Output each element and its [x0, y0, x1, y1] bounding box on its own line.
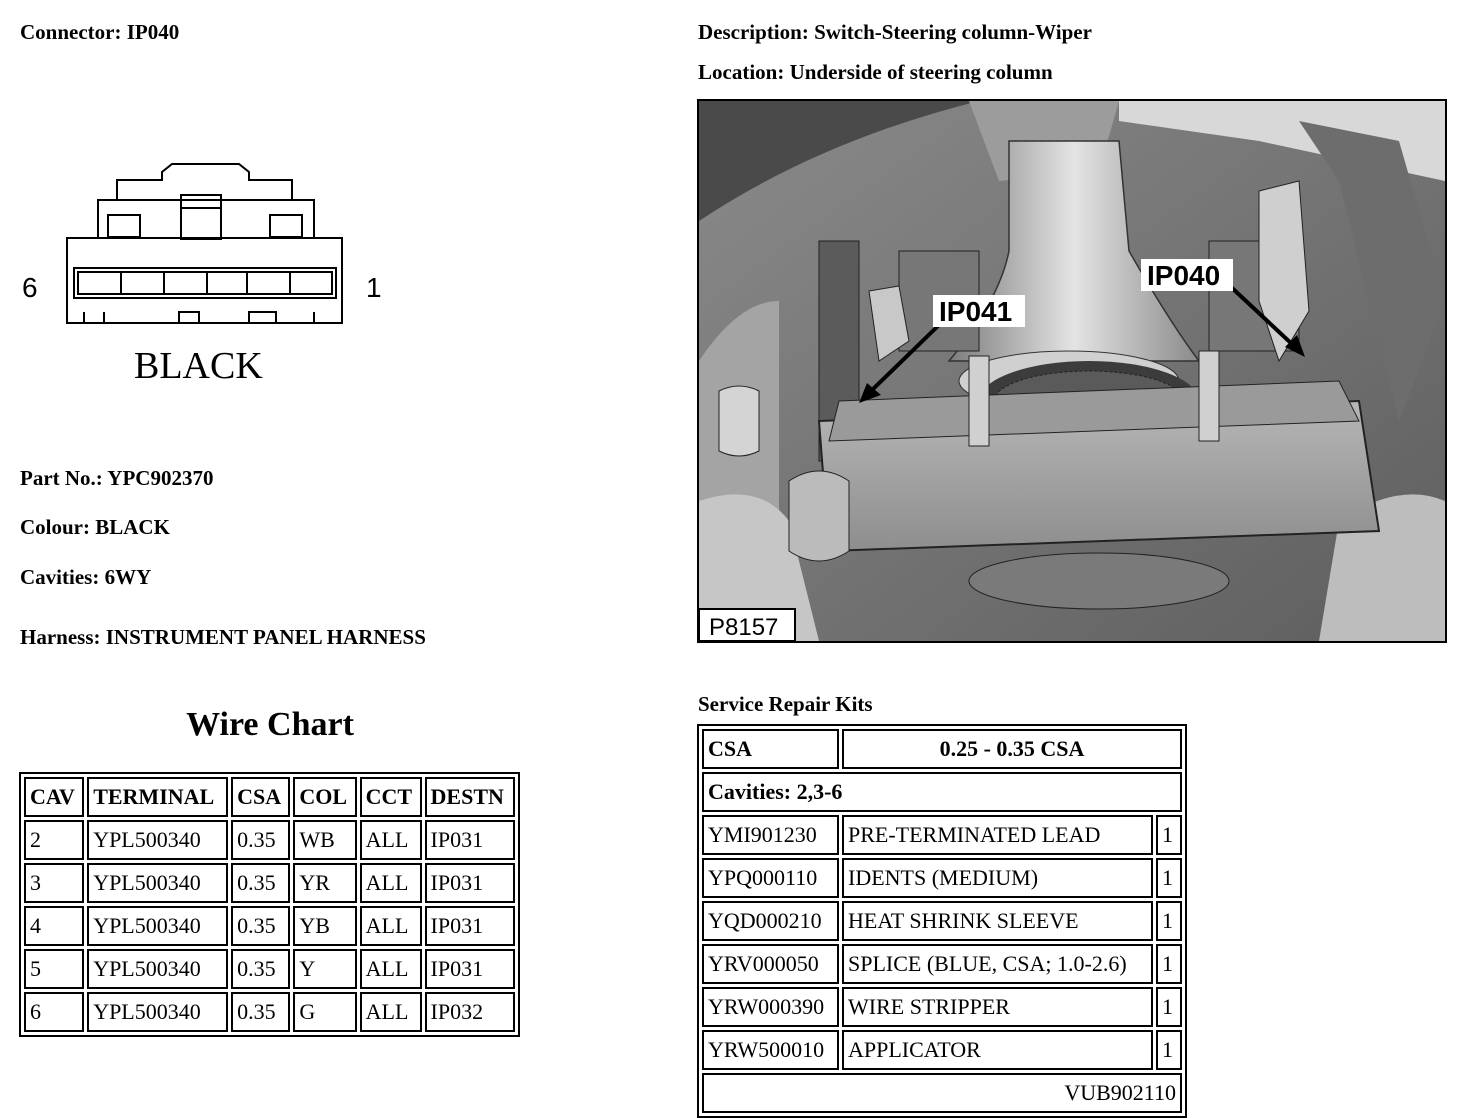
connector-colour-text: BLACK — [134, 345, 263, 387]
connector-face-drawing — [14, 160, 394, 390]
wire-chart-cell: WB — [293, 820, 356, 860]
kit-part-number: YQD000210 — [702, 901, 839, 941]
colour-value: BLACK — [95, 515, 170, 539]
wire-chart-cell: ALL — [360, 992, 422, 1032]
kit-description: IDENTS (MEDIUM) — [842, 858, 1153, 898]
header-cell: CCT — [360, 777, 422, 817]
repair-kit-item — [702, 901, 1182, 941]
wire-chart-cell: YPL500340 — [87, 820, 228, 860]
wire-chart-cell: IP031 — [425, 906, 515, 946]
location-photo — [697, 99, 1447, 643]
wire-chart-cell: 0.35 — [231, 906, 290, 946]
kit-quantity: 1 — [1156, 901, 1182, 941]
wire-chart-cell: 2 — [24, 820, 84, 860]
repair-kit-item — [702, 815, 1182, 855]
wire-chart-row — [24, 992, 515, 1032]
wire-chart-cell: Y — [293, 949, 356, 989]
wire-chart-cell: 3 — [24, 863, 84, 903]
location-label — [698, 60, 1053, 85]
kit-description: HEAT SHRINK SLEEVE — [842, 901, 1153, 941]
wire-chart-cell: 0.35 — [231, 820, 290, 860]
repair-kit-item — [702, 858, 1182, 898]
cavities-value: 6WY — [104, 565, 152, 589]
connector-key: Connector: — [20, 20, 122, 44]
steering-column-illustration — [699, 101, 1445, 641]
wire-chart-cell: IP031 — [425, 949, 515, 989]
kit-description: WIRE STRIPPER — [842, 987, 1153, 1027]
description-key: Description: — [698, 20, 809, 44]
wire-chart-cell: YPL500340 — [87, 949, 228, 989]
repair-kits-title: Service Repair Kits — [698, 692, 873, 716]
callout-ip040: IP040 — [1147, 260, 1221, 291]
kit-part-number: YPQ000110 — [702, 858, 839, 898]
repair-kit-item — [702, 944, 1182, 984]
harness-key: Harness: — [20, 625, 101, 649]
wire-chart-cell: ALL — [360, 949, 422, 989]
wire-chart-row — [24, 949, 515, 989]
wire-chart-cell: 0.35 — [231, 992, 290, 1032]
wire-chart-row — [24, 906, 515, 946]
wire-chart-cell: YB — [293, 906, 356, 946]
header-cell: COL — [293, 777, 356, 817]
kit-part-number: YRW500010 — [702, 1030, 839, 1070]
pin-right-label: 1 — [366, 272, 382, 303]
kit-number: VUB902110 — [702, 1073, 1182, 1113]
kit-number-row — [702, 1073, 1182, 1113]
figure-id: P8157 — [709, 614, 779, 641]
colour — [20, 515, 170, 540]
kit-quantity: 1 — [1156, 815, 1182, 855]
kit-cavities: Cavities: 2,3-6 — [702, 772, 1182, 812]
wire-chart-row — [24, 863, 515, 903]
kit-part-number: YMI901230 — [702, 815, 839, 855]
description-label — [698, 20, 1092, 45]
pin-left-label: 6 — [22, 272, 38, 303]
kit-description: SPLICE (BLUE, CSA; 1.0-2.6) — [842, 944, 1153, 984]
wire-chart-cell: IP031 — [425, 863, 515, 903]
wire-chart-cell: YR — [293, 863, 356, 903]
harness-value: INSTRUMENT PANEL HARNESS — [105, 625, 426, 649]
repair-kit-item — [702, 987, 1182, 1027]
repair-kits-table — [697, 724, 1187, 1118]
wire-chart-table — [19, 772, 520, 1037]
cavities-key: Cavities: — [20, 565, 100, 589]
cavities-row — [702, 772, 1182, 812]
wire-chart-cell: IP031 — [425, 820, 515, 860]
kit-description: APPLICATOR — [842, 1030, 1153, 1070]
connector-value: IP040 — [126, 20, 180, 44]
wire-chart-cell: G — [293, 992, 356, 1032]
wire-chart-cell: ALL — [360, 906, 422, 946]
cavities — [20, 565, 151, 590]
wire-chart-cell: YPL500340 — [87, 863, 228, 903]
location-value: Underside of steering column — [789, 60, 1053, 84]
harness — [20, 625, 426, 650]
part-number — [20, 466, 213, 491]
wire-chart-cell: 4 — [24, 906, 84, 946]
wire-chart-cell: 0.35 — [231, 949, 290, 989]
header-cell: CSA — [231, 777, 290, 817]
kit-part-number: YRV000050 — [702, 944, 839, 984]
header-cell: DESTN — [425, 777, 515, 817]
wire-chart-cell: ALL — [360, 863, 422, 903]
part-key: Part No.: — [20, 466, 103, 490]
callout-ip041: IP041 — [939, 296, 1013, 327]
header-cell: CAV — [24, 777, 84, 817]
wire-chart-cell: 5 — [24, 949, 84, 989]
wire-chart-cell: IP032 — [425, 992, 515, 1032]
kit-quantity: 1 — [1156, 987, 1182, 1027]
wire-chart-cell: YPL500340 — [87, 906, 228, 946]
kit-quantity: 1 — [1156, 1030, 1182, 1070]
wire-chart-cell: ALL — [360, 820, 422, 860]
csa-row — [702, 729, 1182, 769]
kit-part-number: YRW000390 — [702, 987, 839, 1027]
csa-label: CSA — [702, 729, 839, 769]
csa-value: 0.25 - 0.35 CSA — [842, 729, 1182, 769]
wire-chart-cell: YPL500340 — [87, 992, 228, 1032]
header-cell: TERMINAL — [87, 777, 228, 817]
wire-chart-cell: 0.35 — [231, 863, 290, 903]
wire-chart-row — [24, 820, 515, 860]
kit-quantity: 1 — [1156, 944, 1182, 984]
description-value: Switch-Steering column-Wiper — [814, 20, 1092, 44]
wire-chart-cell: 6 — [24, 992, 84, 1032]
connector-label — [20, 20, 179, 45]
repair-kit-item — [702, 1030, 1182, 1070]
wire-chart-header-row — [24, 777, 515, 817]
kit-quantity: 1 — [1156, 858, 1182, 898]
part-value: YPC902370 — [107, 466, 214, 490]
colour-key: Colour: — [20, 515, 90, 539]
kit-description: PRE-TERMINATED LEAD — [842, 815, 1153, 855]
location-key: Location: — [698, 60, 785, 84]
wire-chart-title: Wire Chart — [186, 706, 354, 743]
